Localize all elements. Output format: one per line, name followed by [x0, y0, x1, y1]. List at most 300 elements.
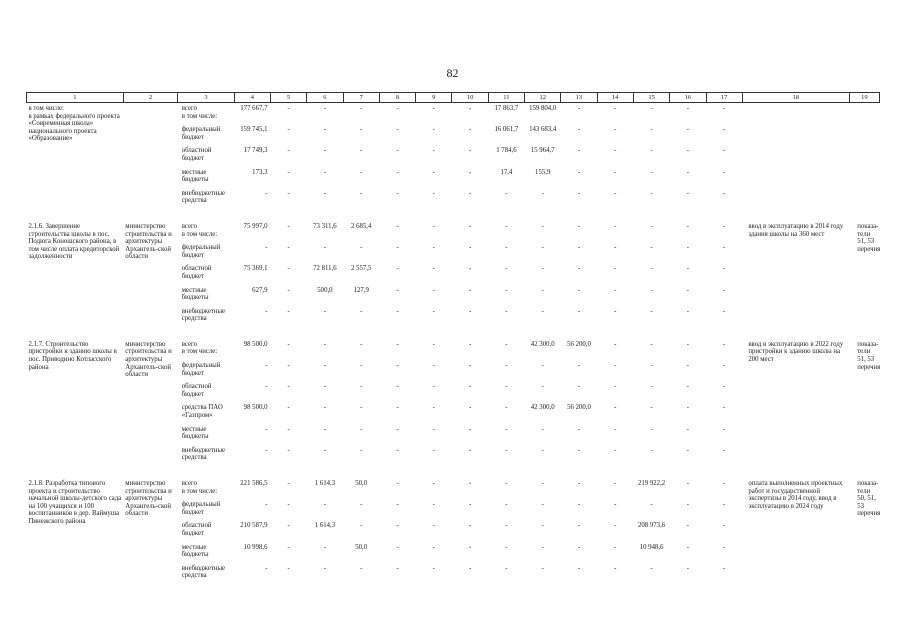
amount-cell: -	[287, 362, 290, 370]
amount-cell: -	[650, 307, 653, 315]
table-row	[27, 103, 880, 125]
amount-cell: -	[360, 522, 363, 530]
amount-cell: -	[541, 265, 544, 273]
amount-cell: -	[468, 222, 472, 230]
amount-cell: -	[577, 501, 581, 509]
amount-cell: -	[723, 362, 726, 370]
amount-cell: -	[323, 340, 327, 348]
funding-source: областной бюджет	[181, 147, 212, 162]
amount-cell: -	[360, 362, 363, 370]
amount-cell: -	[505, 480, 508, 487]
amount-cell: -	[541, 383, 544, 391]
amount-cell: -	[287, 564, 290, 572]
amount-cell: -	[723, 340, 726, 348]
amount-cell: -	[265, 383, 268, 391]
amount-cell: -	[723, 543, 726, 551]
amount-cell: -	[323, 244, 327, 252]
measure-name: 2.1.8. Разработка типового проекта и строительство начальной школы-детского сада на 100 учащихся и 100 воспитанников в дер. Ваймуша Пинежского района	[28, 480, 122, 525]
column-number: 5	[270, 93, 306, 103]
amount-cell: -	[323, 404, 327, 412]
funding-source: федеральный бюджет	[181, 362, 221, 377]
amount-cell: -	[323, 126, 327, 134]
amount-cell: -	[614, 307, 617, 315]
responsible-executor: министерство строительства и архитектуры Архангель-ской области	[125, 480, 172, 518]
amount-cell: -	[723, 425, 726, 433]
amount-cell: 1 614,3	[314, 522, 336, 530]
financing-table-sheet	[26, 92, 880, 584]
amount-cell: -	[360, 425, 363, 433]
amount-cell: -	[468, 383, 472, 391]
funding-source: внебюджетные средства	[181, 189, 226, 205]
amount-cell: -	[505, 189, 508, 197]
amount-cell: -	[614, 501, 617, 509]
amount-cell: -	[360, 446, 363, 454]
amount-cell: 56 200,0	[567, 404, 591, 412]
amount-cell: -	[432, 522, 435, 530]
amount-cell: 17 749,3	[243, 147, 268, 155]
amount-cell: -	[686, 501, 690, 509]
amount-cell: -	[541, 307, 544, 315]
amount-cell: -	[577, 189, 581, 197]
amount-cell: -	[432, 307, 435, 315]
amount-cell: -	[614, 425, 617, 433]
amount-cell: -	[577, 222, 581, 230]
amount-cell: -	[287, 501, 290, 509]
amount-cell: -	[432, 126, 435, 134]
expected-result: оплата выполненных проектных работ и государственной экспертизы в 2014 году, ввод в эксплуатацию в 2024 году	[748, 480, 843, 510]
amount-cell: -	[577, 105, 581, 112]
amount-cell: -	[432, 147, 435, 155]
column-number: 7	[343, 93, 379, 103]
amount-cell: -	[723, 105, 726, 112]
amount-cell: -	[468, 522, 472, 530]
amount-cell: -	[650, 222, 653, 230]
block-gap	[27, 327, 880, 339]
amount-cell: -	[432, 383, 435, 391]
amount-cell: -	[614, 105, 617, 112]
amount-cell: 1 614,3	[314, 480, 336, 487]
amount-cell: -	[577, 168, 581, 176]
column-number: 8	[379, 93, 415, 103]
amount-cell: -	[577, 425, 581, 433]
amount-cell: 10 948,6	[639, 543, 664, 551]
amount-cell: -	[577, 446, 581, 454]
amount-cell: -	[505, 286, 508, 294]
amount-cell: -	[287, 425, 290, 433]
amount-cell: -	[577, 564, 581, 572]
amount-cell: -	[432, 404, 435, 412]
amount-cell: -	[686, 564, 690, 572]
amount-cell: -	[650, 126, 653, 134]
amount-cell: -	[541, 244, 544, 252]
funding-source: местные бюджеты	[181, 425, 209, 441]
amount-cell: -	[505, 501, 508, 509]
amount-cell: -	[614, 222, 617, 230]
amount-cell: -	[505, 244, 508, 252]
amount-cell: -	[505, 222, 508, 230]
amount-cell: -	[287, 168, 290, 176]
amount-cell: -	[468, 105, 472, 112]
amount-cell: -	[360, 404, 363, 412]
column-number: 10	[452, 93, 488, 103]
amount-cell: 221 586,5	[240, 480, 268, 487]
amount-cell: -	[505, 522, 508, 530]
amount-cell: -	[577, 244, 581, 252]
amount-cell: -	[287, 286, 290, 294]
amount-cell: -	[505, 543, 508, 551]
amount-cell: 42 300,0	[530, 340, 555, 348]
amount-cell: 16 061,7	[494, 126, 519, 134]
amount-cell: -	[614, 543, 617, 551]
amount-cell: -	[686, 244, 690, 252]
amount-cell: -	[396, 404, 399, 412]
amount-cell: 1 784,6	[496, 147, 517, 155]
amount-cell: -	[686, 189, 690, 197]
amount-cell: -	[287, 126, 290, 134]
amount-cell: -	[650, 340, 653, 348]
amount-cell: -	[432, 105, 435, 112]
amount-cell: 42 300,0	[530, 404, 555, 412]
funding-source: областной бюджет	[181, 522, 212, 537]
responsible-executor: министерство строительства и архитектуры Архангель-ской области	[125, 340, 172, 379]
amount-cell: -	[577, 522, 581, 530]
amount-cell: -	[396, 189, 399, 197]
amount-cell: -	[686, 404, 690, 412]
amount-cell: -	[505, 307, 508, 315]
amount-cell: -	[723, 265, 726, 273]
amount-cell: -	[650, 501, 653, 509]
amount-cell: -	[432, 222, 435, 230]
amount-cell: 56 200,0	[567, 340, 591, 348]
measure-name: в том числе: в рамках федерального проекта «Современная школа» национального проекта «Образование»	[28, 105, 120, 143]
amount-cell: -	[287, 244, 290, 252]
funding-source: федеральный бюджет	[181, 244, 221, 259]
amount-cell: -	[577, 147, 581, 155]
funding-source: всего в том числе:	[181, 105, 218, 120]
amount-cell: 17,4	[500, 168, 513, 176]
amount-cell: -	[541, 189, 544, 197]
indicator-reference: показа-тели 51, 53 перечня	[857, 222, 881, 253]
amount-cell: -	[650, 404, 653, 412]
amount-cell: -	[686, 147, 690, 155]
amount-cell: -	[396, 147, 399, 155]
amount-cell: -	[650, 105, 653, 112]
amount-cell: 98 500,0	[243, 404, 268, 412]
amount-cell: -	[265, 244, 268, 252]
amount-cell: 143 683,4	[529, 126, 557, 134]
amount-cell: -	[723, 189, 726, 197]
amount-cell: -	[541, 286, 544, 294]
amount-cell: -	[650, 265, 653, 273]
column-number: 3	[178, 93, 234, 103]
amount-cell: -	[723, 522, 726, 530]
amount-cell: 10 998,6	[243, 543, 268, 551]
amount-cell: -	[360, 383, 363, 391]
amount-cell: 72 811,6	[313, 265, 337, 273]
funding-source: внебюджетные средства	[181, 307, 226, 323]
column-number: 6	[307, 93, 343, 103]
amount-cell: -	[650, 383, 653, 391]
amount-cell: -	[614, 383, 617, 391]
amount-cell: -	[723, 286, 726, 294]
amount-cell: -	[396, 425, 399, 433]
amount-cell: -	[468, 543, 472, 551]
column-number: 12	[525, 93, 561, 103]
column-number: 17	[706, 93, 742, 103]
amount-cell: 75 369,1	[243, 265, 268, 273]
amount-cell: -	[360, 501, 363, 509]
expected-result: ввод в эксплуатацию в 2022 году пристройки к зданию школы на 200 мест	[748, 340, 844, 364]
amount-cell: -	[323, 564, 327, 572]
amount-cell: -	[468, 480, 472, 487]
amount-cell: -	[614, 265, 617, 273]
responsible-executor: министерство строительства и архитектуры Архангель-ской области	[125, 222, 172, 261]
amount-cell: -	[265, 307, 268, 315]
amount-cell: -	[287, 147, 290, 155]
amount-cell: -	[686, 362, 690, 370]
amount-cell: -	[686, 222, 690, 230]
amount-cell: -	[323, 425, 327, 433]
amount-cell: -	[541, 425, 544, 433]
amount-cell: -	[468, 286, 472, 294]
amount-cell: -	[323, 362, 327, 370]
amount-cell: -	[541, 222, 544, 230]
amount-cell: -	[396, 362, 399, 370]
amount-cell: -	[577, 265, 581, 273]
amount-cell: -	[505, 425, 508, 433]
amount-cell: -	[323, 147, 327, 155]
amount-cell: -	[396, 446, 399, 454]
amount-cell: -	[432, 244, 435, 252]
column-number: 19	[849, 93, 879, 103]
amount-cell: -	[360, 189, 363, 197]
amount-cell: 73 311,6	[313, 222, 337, 230]
amount-cell: -	[396, 244, 399, 252]
amount-cell: -	[650, 168, 653, 176]
amount-cell: 127,9	[353, 286, 369, 294]
amount-cell: -	[468, 501, 472, 509]
column-number-row	[27, 93, 880, 103]
amount-cell: -	[541, 480, 544, 487]
amount-cell: -	[541, 564, 544, 572]
amount-cell: 208 973,6	[637, 522, 666, 530]
amount-cell: -	[686, 446, 690, 454]
amount-cell: -	[505, 383, 508, 391]
funding-source: всего в том числе:	[181, 222, 218, 238]
amount-cell: 500,0	[317, 286, 333, 294]
amount-cell: -	[505, 404, 508, 412]
amount-cell: -	[650, 446, 653, 454]
amount-cell: -	[723, 168, 726, 176]
amount-cell: -	[686, 168, 690, 176]
amount-cell: 177 667,7	[240, 105, 268, 112]
column-number: 1	[27, 93, 124, 103]
funding-source: федеральный бюджет	[181, 126, 221, 141]
amount-cell: -	[723, 307, 726, 315]
amount-cell: -	[468, 340, 472, 348]
amount-cell: -	[541, 522, 544, 530]
amount-cell: -	[614, 189, 617, 197]
amount-cell: -	[577, 126, 581, 134]
amount-cell: -	[323, 168, 327, 176]
amount-cell: -	[468, 244, 472, 252]
amount-cell: -	[614, 404, 617, 412]
amount-cell: 50,0	[355, 480, 368, 487]
amount-cell: 159 745,1	[240, 126, 268, 134]
amount-cell: -	[614, 147, 617, 155]
funding-source: местные бюджеты	[181, 543, 209, 559]
funding-source: местные бюджеты	[181, 286, 209, 302]
amount-cell: -	[505, 340, 508, 348]
amount-cell: -	[396, 265, 399, 273]
amount-cell: -	[360, 340, 363, 348]
amount-cell: -	[541, 501, 544, 509]
amount-cell: -	[686, 340, 690, 348]
amount-cell: -	[577, 286, 581, 294]
amount-cell: -	[360, 168, 363, 176]
amount-cell: -	[723, 501, 726, 509]
amount-cell: -	[614, 286, 617, 294]
amount-cell: -	[468, 265, 472, 273]
funding-source: всего в том числе:	[181, 340, 218, 356]
amount-cell: -	[323, 189, 327, 197]
amount-cell: -	[323, 501, 327, 509]
amount-cell: -	[432, 446, 435, 454]
amount-cell: -	[614, 168, 617, 176]
funding-source: областной бюджет	[181, 383, 212, 398]
amount-cell: 50,0	[355, 543, 368, 551]
amount-cell: -	[650, 564, 653, 572]
amount-cell: -	[432, 501, 435, 509]
amount-cell: -	[396, 522, 399, 530]
amount-cell: -	[505, 446, 508, 454]
amount-cell: -	[650, 189, 653, 197]
amount-cell: -	[614, 244, 617, 252]
table-body	[27, 103, 880, 584]
column-number: 16	[670, 93, 706, 103]
amount-cell: -	[686, 105, 690, 112]
amount-cell: 98 500,0	[243, 340, 268, 348]
amount-cell: -	[723, 222, 726, 230]
amount-cell: -	[432, 286, 435, 294]
amount-cell: -	[468, 362, 472, 370]
amount-cell: -	[287, 222, 290, 230]
amount-cell: -	[723, 446, 726, 454]
amount-cell: -	[468, 189, 472, 197]
amount-cell: -	[686, 522, 690, 530]
amount-cell: -	[432, 480, 435, 487]
amount-cell: -	[468, 147, 472, 155]
amount-cell: -	[432, 265, 435, 273]
amount-cell: -	[468, 126, 472, 134]
amount-cell: -	[577, 307, 581, 315]
amount-cell: -	[468, 168, 472, 176]
amount-cell: -	[505, 564, 508, 572]
amount-cell: -	[614, 126, 617, 134]
funding-source: областной бюджет	[181, 265, 212, 280]
financing-table	[26, 92, 880, 584]
measure-name: 2.1.6. Завершение строительства школы в пос. Подюга Коношского района, в том числе оплата кредиторской задолженности	[28, 222, 120, 261]
amount-cell: -	[541, 446, 544, 454]
amount-cell: -	[323, 446, 327, 454]
amount-cell: 2 557,5	[351, 265, 372, 273]
amount-cell: -	[468, 307, 472, 315]
amount-cell: -	[287, 480, 290, 487]
amount-cell: -	[432, 543, 435, 551]
amount-cell: -	[577, 383, 581, 391]
amount-cell: -	[541, 543, 544, 551]
amount-cell: -	[577, 543, 581, 551]
responsible-executor	[123, 103, 177, 209]
amount-cell: -	[723, 126, 726, 134]
measure-name: 2.1.7. Строительство пристройки к зданию школы в пос. Приводино Котласского района	[28, 340, 117, 371]
amount-cell: -	[432, 564, 435, 572]
amount-cell: -	[287, 340, 290, 348]
amount-cell: -	[686, 383, 690, 391]
amount-cell: -	[396, 340, 399, 348]
amount-cell: 173,3	[252, 168, 268, 176]
amount-cell: -	[468, 564, 472, 572]
amount-cell: -	[360, 147, 363, 155]
amount-cell: -	[686, 307, 690, 315]
amount-cell: -	[360, 564, 363, 572]
amount-cell: 627,9	[252, 286, 268, 294]
amount-cell: -	[360, 244, 363, 252]
amount-cell: -	[723, 244, 726, 252]
funding-source: средства ПАО «Газпром»	[181, 404, 223, 420]
amount-cell: -	[432, 340, 435, 348]
amount-cell: -	[360, 307, 363, 315]
amount-cell: -	[265, 189, 268, 197]
funding-source: внебюджетные средства	[181, 446, 226, 462]
amount-cell: -	[323, 543, 327, 551]
amount-cell: -	[287, 383, 290, 391]
amount-cell: -	[265, 564, 268, 572]
amount-cell: -	[396, 501, 399, 509]
table-row	[27, 221, 880, 242]
amount-cell: -	[396, 564, 399, 572]
amount-cell: -	[360, 105, 363, 112]
amount-cell: -	[287, 522, 290, 530]
amount-cell: -	[686, 480, 690, 487]
column-number: 11	[488, 93, 524, 103]
amount-cell: 159 804,0	[529, 105, 557, 112]
amount-cell: -	[541, 362, 544, 370]
amount-cell: -	[360, 126, 363, 134]
amount-cell: -	[396, 543, 399, 551]
amount-cell: -	[287, 265, 290, 273]
amount-cell: -	[614, 480, 617, 487]
amount-cell: -	[723, 383, 726, 391]
funding-source: всего в том числе:	[181, 480, 218, 495]
funding-source: внебюджетные средства	[181, 564, 226, 580]
amount-cell: -	[468, 446, 472, 454]
indicator-reference: показа-тели 51, 53 перечня	[857, 340, 881, 371]
amount-cell: -	[505, 265, 508, 273]
amount-cell: -	[396, 105, 399, 112]
amount-cell: -	[686, 286, 690, 294]
amount-cell: -	[686, 543, 690, 551]
amount-cell: -	[577, 362, 581, 370]
amount-cell: -	[723, 480, 726, 487]
amount-cell: -	[265, 362, 268, 370]
amount-cell: 155,9	[535, 168, 551, 176]
amount-cell: -	[650, 425, 653, 433]
amount-cell: -	[265, 501, 268, 509]
amount-cell: -	[287, 446, 290, 454]
amount-cell: -	[432, 362, 435, 370]
amount-cell: -	[396, 383, 399, 391]
